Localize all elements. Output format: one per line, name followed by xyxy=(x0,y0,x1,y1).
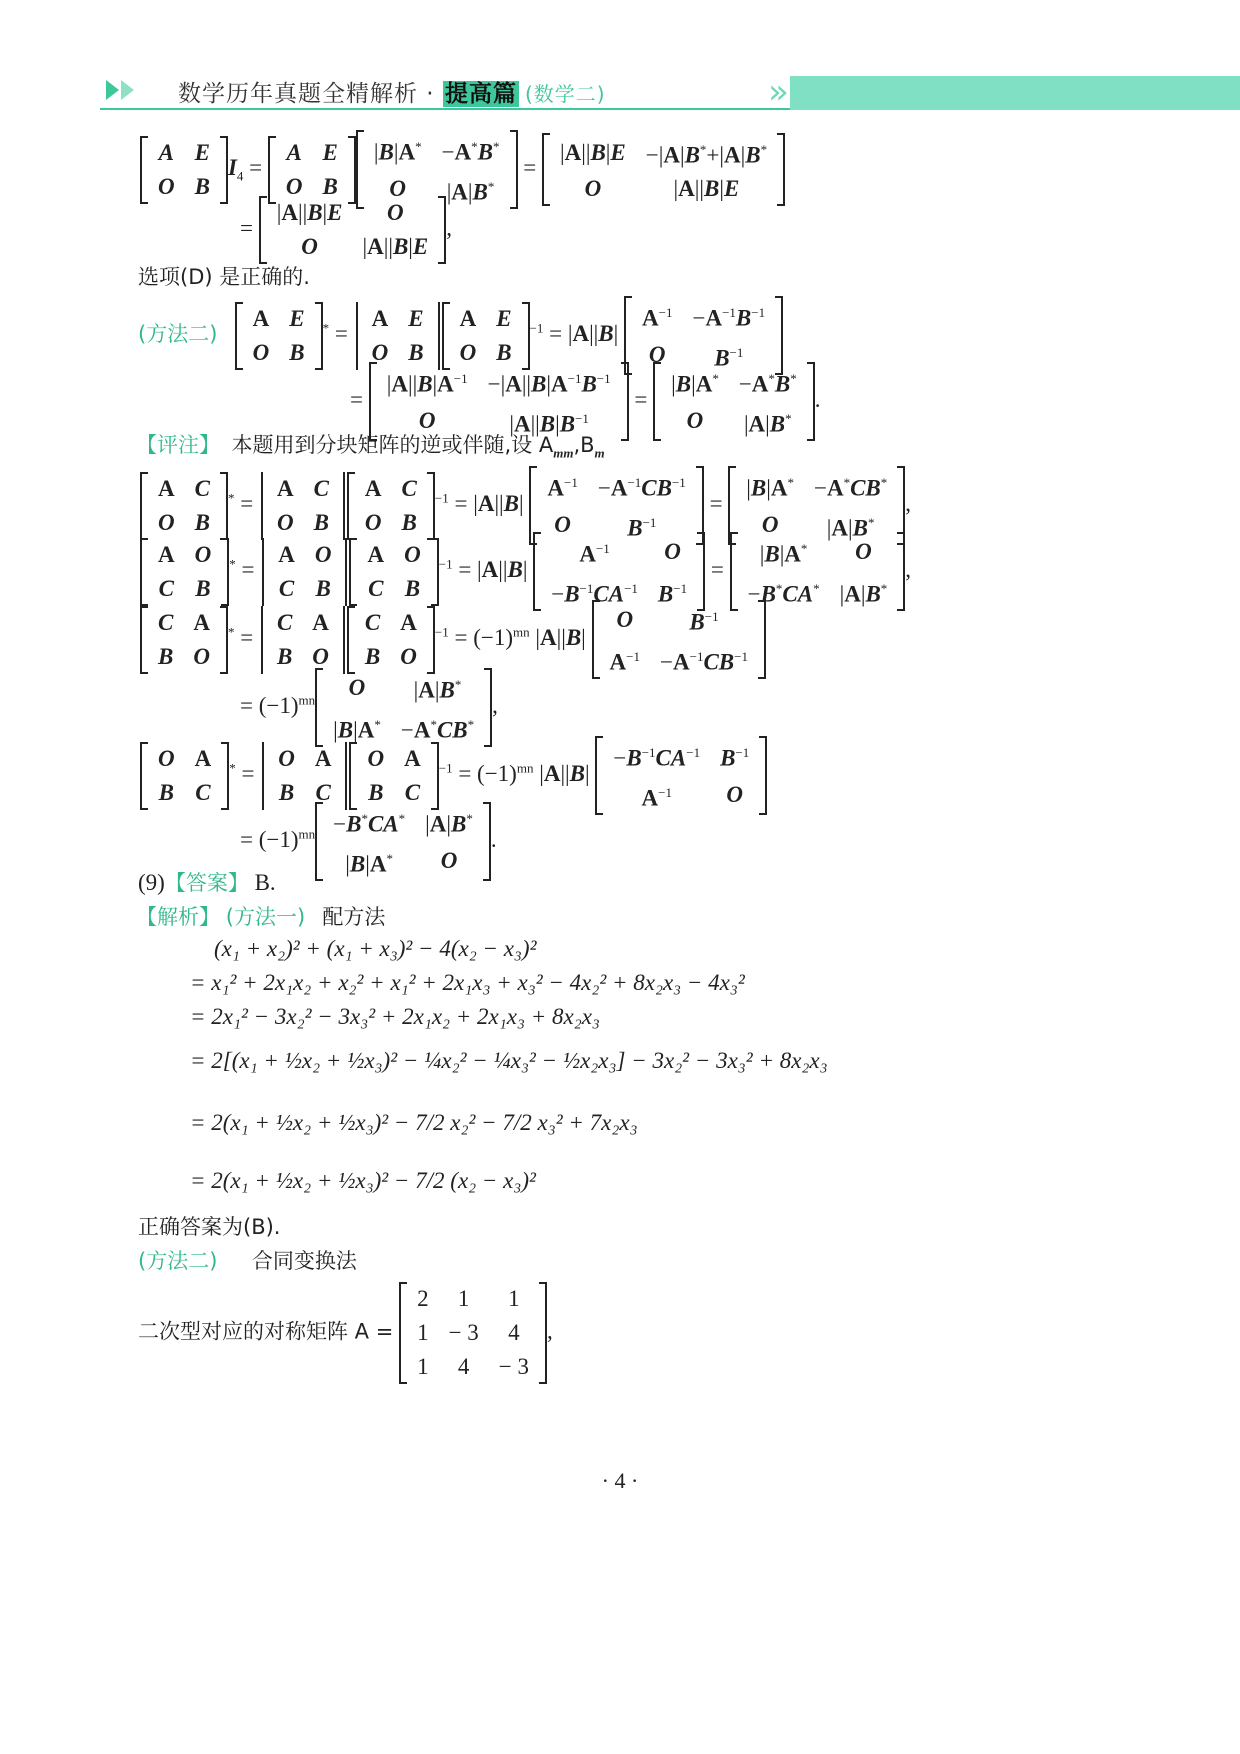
method2b-label: (方法二) xyxy=(138,1249,218,1273)
note-equation-2: A O C B * = A O C B A O C B $^{-1}$ = |A||B| $A^{-1}$ O $-B^{-1}CA^{-1}$ $B^{-1}$ = |B|A* O −B*CA* |A|B* , xyxy=(140,532,911,611)
note-equation-3: C A B O * = C A B O C A B O $^{-1} = (-1)^{mn}$ |A||B| O $B^{-1}$ $A^{-1}$ $-A^{-1}CB^{-1}$ xyxy=(140,600,766,679)
analysis-label: 【解析】 xyxy=(136,905,220,929)
note-equation-5: O A B C * = O A B C O A B C $^{-1} = (-1)^{mn}$ |A||B| $-B^{-1}CA^{-1}$ $B^{-1}$ $A^{-1}$ O xyxy=(140,736,767,815)
expand-line-4: = 2(x₁ + ½x₂ + ½x₃)² − 7/2 x₂² − 7/2 x₃² + 7x₂x₃ xyxy=(190,1110,638,1135)
page-number: · 4 · xyxy=(601,1468,639,1493)
method2-line-1: (方法二) A E O B * = A E O B A E O B $^{-1}$ = |A||B| $A^{-1}$ $-A^{-1}B^{-1}$ O $B^{-1}$ xyxy=(138,296,783,375)
expand-line-1: = x₁² + 2x₁x₂ + x₂² + x₁² + 2x₁x₃ + x₃² − 4x₂² + 8x₂x₃ − 4x₃² xyxy=(190,970,745,995)
q9-answer: (9)【答案】 B. xyxy=(138,870,276,895)
book-subtitle: (数学二) xyxy=(524,82,606,106)
double-arrow-icon xyxy=(106,80,136,105)
note-equation-6: = $(-1)^{mn}$ −B*CA* |A|B* |B|A* O . xyxy=(240,802,497,881)
title-highlight: 提高篇 xyxy=(444,81,517,107)
expand-line-0: (x₁ + x₂)² + (x₁ + x₃)² − 4(x₂ − x₃)² xyxy=(214,936,537,961)
equation-line-2: = |A||B|E O O |A||B|E , xyxy=(240,196,452,264)
method1-label: (方法一) xyxy=(225,905,306,929)
correct-answer: 正确答案为(B). xyxy=(138,1215,281,1239)
note-label: 【评注】 xyxy=(136,433,220,457)
note-heading: 【评注】 本题用到分块矩阵的逆或伴随,设 $A_{mm},B_m$ xyxy=(136,433,605,461)
answer-label: 【答案】 xyxy=(164,871,249,895)
equation-line-1: A E O B $I_4$ = A E O B |B|A* −A*B* O |A|B* = |A||B|E −|A|B*+|A|B* O |A||B|E xyxy=(140,130,785,209)
header-rule xyxy=(100,108,795,110)
page-header xyxy=(100,64,1240,110)
symmetric-matrix-line: 二次型对应的对称矩阵 A = 2 1 1 1 − 3 4 1 4 − 3 , xyxy=(138,1282,553,1384)
chevron-icon: » xyxy=(768,72,789,112)
expand-line-2: = 2x₁² − 3x₂² − 3x₃² + 2x₁x₂ + 2x₁x₃ + 8x₂x₃ xyxy=(190,1004,600,1029)
note-equation-4: = $(-1)^{mn}$ O |A|B* |B|A* −A*CB* , xyxy=(240,668,498,747)
expand-line-3: = 2[(x₁ + ½x₂ + ½x₃)² − ¼x₂² − ¼x₃² − ½x₂x₃] − 3x₂² − 3x₃² + 8x₂x₃ xyxy=(190,1048,828,1073)
book-title: 数学历年真题全精解析 · 提高篇 (数学二) xyxy=(178,81,606,107)
expand-line-5: = 2(x₁ + ½x₂ + ½x₃)² − 7/2 (x₂ − x₃)² xyxy=(190,1168,536,1193)
answer-value: B. xyxy=(254,870,276,895)
header-band xyxy=(790,76,1240,110)
conclusion-d: 选项(D) 是正确的. xyxy=(138,265,310,289)
method2-line-2: = $|A||B|A^{-1}$ $-|A||B|A^{-1}B^{-1}$ O $|A||B|B^{-1}$ = |B|A* −A*B* O |A|B* . xyxy=(350,362,821,441)
method2-label: (方法二) xyxy=(138,321,218,346)
symmetric-matrix: 2 1 1 1 − 3 4 1 4 − 3 xyxy=(399,1282,547,1384)
method1-name: 配方法 xyxy=(322,905,386,929)
method2b-heading xyxy=(138,1246,357,1276)
analysis-heading xyxy=(136,902,385,932)
method2b-name: 合同变换法 xyxy=(251,1249,357,1273)
note-equation-1: A C O B * = A C O B A C O B $^{-1}$ = |A||B| $A^{-1}$ $-A^{-1}CB^{-1}$ O $B^{-1}$ = |B|A* −A*CB* O |A|B* , xyxy=(140,466,911,545)
